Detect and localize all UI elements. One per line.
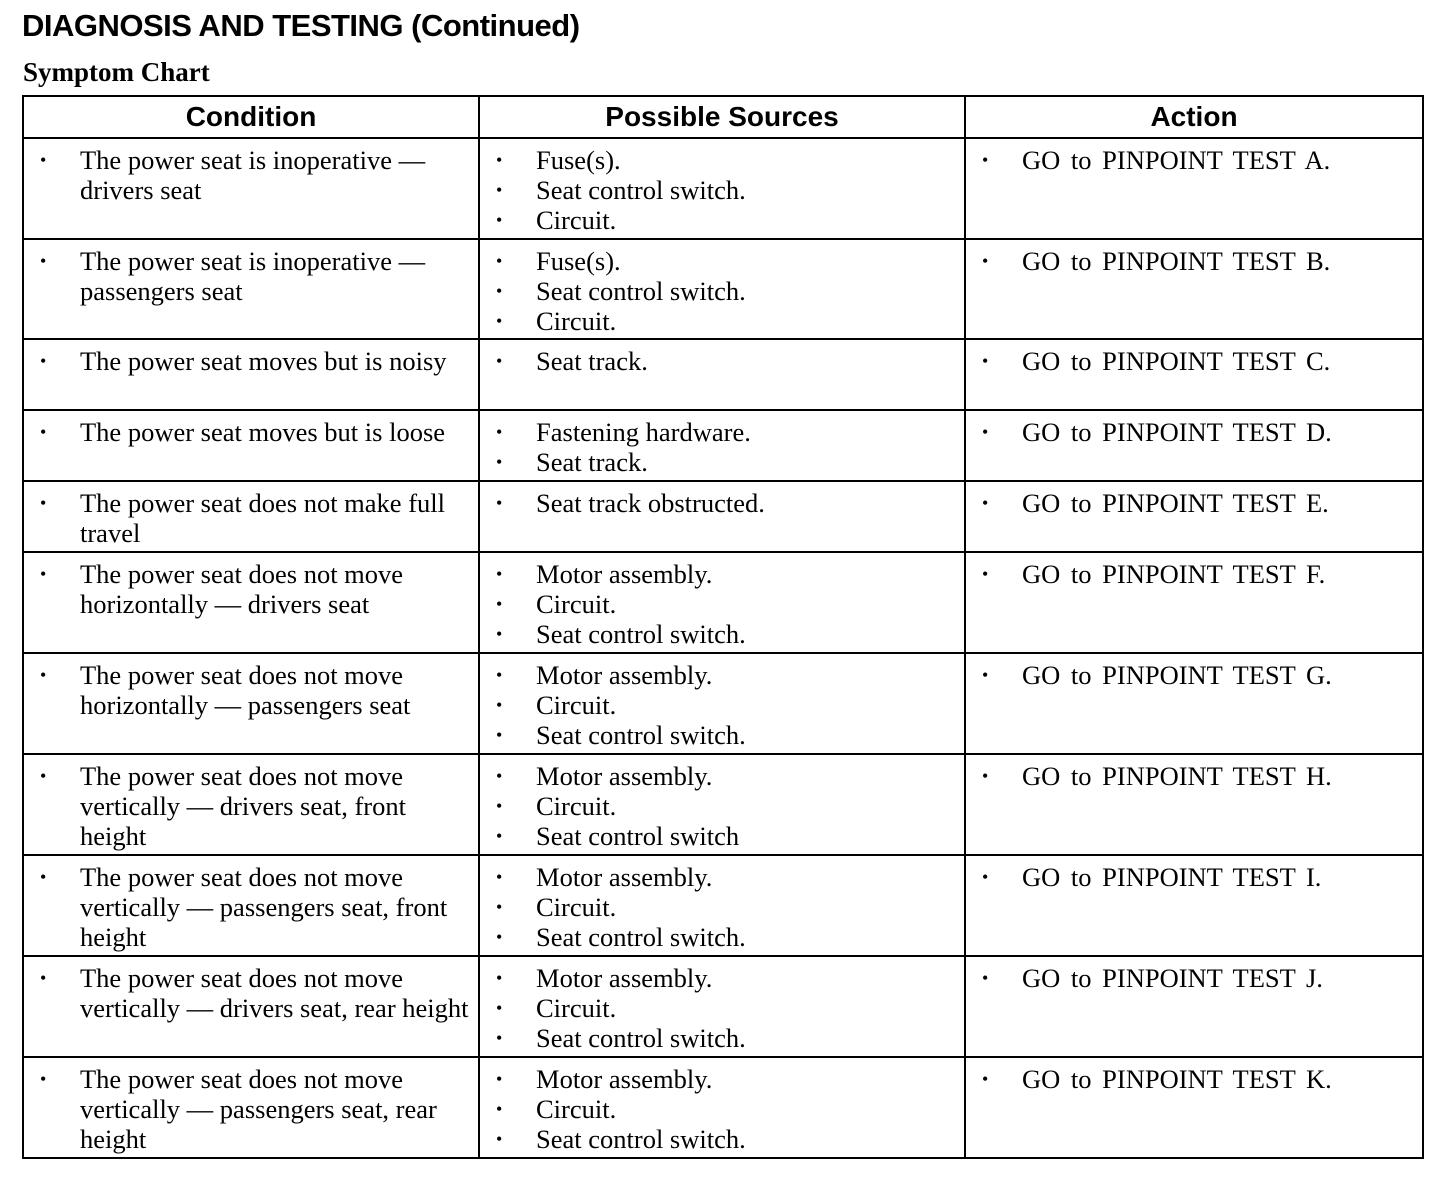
list-item-text: The power seat does not move vertically — passengers seat, rear height [80,1064,437,1154]
list-item-text: Motor assembly. [536,761,713,791]
bullet-icon: • [496,796,503,816]
list-item-text: The power seat does not move vertically — passengers seat, front height [80,862,448,952]
bullet-icon: • [496,180,503,200]
list-item [966,145,1422,175]
bullet-icon: • [496,1099,503,1119]
bullet-icon: • [496,1069,503,1089]
list-item-text: Seat control switch [536,821,740,851]
list-item-text: The power seat does not move horizontally — passengers seat [80,660,411,720]
bullet-icon: • [496,351,503,371]
bullet-icon: • [496,594,503,614]
sources-cell [479,138,965,239]
list-item [480,175,964,205]
list-item-text: The power seat does not move vertically — drivers seat, front height [80,761,406,851]
list-item-text: GO to PINPOINT TEST G. [1022,660,1332,690]
column-header-possible-sources: Possible Sources [479,96,965,138]
list-item [24,559,478,619]
table-row [23,410,1423,481]
list-item-text: The power seat is inoperative — drivers seat [80,145,426,205]
table-row [23,138,1423,239]
bullet-icon: • [496,493,503,513]
column-header-action: Action [965,96,1423,138]
list-item [480,1124,964,1154]
list-item-text: The power seat is inoperative — passengers seat [80,246,426,306]
list-item-text: The power seat does not make full travel [80,488,445,548]
table-row [23,754,1423,855]
condition-cell-list [24,482,478,548]
condition-cell-list [24,411,478,447]
action-cell-list [966,139,1422,175]
list-item [480,488,964,518]
list-item [24,417,478,447]
list-item [24,963,478,1023]
list-item-text: Circuit. [536,690,617,720]
condition-cell-list [24,755,478,851]
list-item-text: Fuse(s). [536,145,621,175]
list-item [24,246,478,306]
list-item-text: GO to PINPOINT TEST B. [1022,246,1331,276]
page-title: DIAGNOSIS AND TESTING (Continued) [22,8,580,43]
condition-cell [23,1057,479,1158]
condition-cell [23,653,479,754]
action-cell-list [966,957,1422,993]
list-item-text: Circuit. [536,993,617,1023]
bullet-icon: • [40,150,47,170]
list-item-text: Motor assembly. [536,559,713,589]
bullet-icon: • [40,665,47,685]
action-cell [965,1057,1423,1158]
sources-cell-list [480,856,964,952]
table-row [23,481,1423,552]
list-item-text: Fuse(s). [536,246,621,276]
list-item [480,922,964,952]
sources-cell [479,956,965,1057]
bullet-icon: • [496,867,503,887]
list-item [480,892,964,922]
table-row [23,855,1423,956]
bullet-icon: • [496,564,503,584]
list-item [966,346,1422,376]
action-cell [965,481,1423,552]
action-cell [965,855,1423,956]
action-cell-list [966,856,1422,892]
bullet-icon: • [496,968,503,988]
list-item [966,660,1422,690]
table-header-row [23,96,1423,138]
list-item-text: Seat control switch. [536,175,746,205]
action-cell-list [966,340,1422,376]
sources-cell-list [480,482,964,518]
list-item-text: The power seat moves but is loose [80,417,446,447]
condition-cell-list [24,654,478,720]
list-item-text: Circuit. [536,791,617,821]
condition-cell-list [24,856,478,952]
action-cell-list [966,553,1422,589]
sources-cell-list [480,411,964,477]
condition-cell [23,552,479,653]
list-item [24,346,478,376]
bullet-icon: • [496,725,503,745]
list-item [480,447,964,477]
action-cell [965,653,1423,754]
table-row [23,956,1423,1057]
sources-cell [479,410,965,481]
bullet-icon: • [496,251,503,271]
sources-cell [479,339,965,410]
sources-cell-list [480,553,964,649]
symptom-chart-table [22,95,1424,1159]
sources-cell [479,552,965,653]
list-item [966,559,1422,589]
condition-cell [23,754,479,855]
bullet-icon: • [496,452,503,472]
list-item-text: Seat control switch. [536,276,746,306]
bullet-icon: • [40,1069,47,1089]
bullet-icon: • [496,210,503,230]
action-cell [965,410,1423,481]
action-cell [965,552,1423,653]
list-item-text: The power seat does not move horizontally — drivers seat [80,559,404,619]
sources-cell [479,481,965,552]
list-item [480,660,964,690]
sources-cell-list [480,340,964,376]
bullet-icon: • [982,493,989,513]
list-item [480,1094,964,1124]
list-item-text: GO to PINPOINT TEST I. [1022,862,1322,892]
sources-cell-list [480,654,964,750]
list-item-text: Circuit. [536,1094,617,1124]
list-item-text: Circuit. [536,205,617,235]
table-row [23,239,1423,339]
list-item [480,791,964,821]
sources-cell [479,653,965,754]
bullet-icon: • [982,422,989,442]
bullet-icon: • [40,493,47,513]
bullet-icon: • [982,251,989,271]
bullet-icon: • [982,968,989,988]
list-item-text: GO to PINPOINT TEST C. [1022,346,1331,376]
list-item-text: GO to PINPOINT TEST K. [1022,1064,1332,1094]
list-item [24,660,478,720]
list-item-text: GO to PINPOINT TEST D. [1022,417,1332,447]
condition-cell [23,956,479,1057]
bullet-icon: • [982,867,989,887]
sources-cell [479,1057,965,1158]
bullet-icon: • [496,281,503,301]
list-item-text: Seat control switch. [536,922,746,952]
list-item-text: Motor assembly. [536,862,713,892]
list-item [480,559,964,589]
bullet-icon: • [982,766,989,786]
bullet-icon: • [982,351,989,371]
sources-cell-list [480,957,964,1053]
action-cell-list [966,411,1422,447]
bullet-icon: • [982,1069,989,1089]
list-item-text: The power seat moves but is noisy [80,346,447,376]
list-item [24,761,478,851]
action-cell [965,239,1423,339]
bullet-icon: • [40,564,47,584]
bullet-icon: • [496,624,503,644]
list-item [966,862,1422,892]
list-item [966,761,1422,791]
list-item-text: Fastening hardware. [536,417,751,447]
action-cell-list [966,482,1422,518]
section-title: Symptom Chart [23,57,210,87]
condition-cell-list [24,1058,478,1154]
column-header-condition: Condition [23,96,479,138]
list-item-text: Circuit. [536,306,617,336]
bullet-icon: • [496,826,503,846]
list-item [480,246,964,276]
bullet-icon: • [40,422,47,442]
list-item [480,761,964,791]
list-item [966,963,1422,993]
list-item [480,346,964,376]
list-item [480,619,964,649]
sources-cell [479,754,965,855]
list-item [24,488,478,548]
action-cell [965,138,1423,239]
condition-cell-list [24,340,478,376]
bullet-icon: • [496,998,503,1018]
list-item [480,862,964,892]
condition-cell [23,138,479,239]
list-item [480,145,964,175]
condition-cell-list [24,139,478,205]
bullet-icon: • [496,766,503,786]
list-item [24,862,478,952]
list-item-text: GO to PINPOINT TEST E. [1022,488,1329,518]
sources-cell-list [480,240,964,336]
list-item [480,720,964,750]
bullet-icon: • [496,665,503,685]
action-cell-list [966,755,1422,791]
condition-cell [23,239,479,339]
bullet-icon: • [982,665,989,685]
list-item-text: Motor assembly. [536,1064,713,1094]
list-item-text: Seat control switch. [536,619,746,649]
list-item-text: Circuit. [536,892,617,922]
list-item [480,306,964,336]
list-item-text: GO to PINPOINT TEST H. [1022,761,1332,791]
list-item-text: Motor assembly. [536,660,713,690]
list-item [480,821,964,851]
list-item [480,1023,964,1053]
list-item-text: Seat track. [536,447,648,477]
bullet-icon: • [40,351,47,371]
bullet-icon: • [496,150,503,170]
list-item-text: Seat track. [536,346,648,376]
list-item [966,488,1422,518]
action-cell [965,339,1423,410]
list-item [480,417,964,447]
list-item [966,1064,1422,1094]
list-item [480,589,964,619]
bullet-icon: • [40,766,47,786]
list-item [480,205,964,235]
bullet-icon: • [496,695,503,715]
bullet-icon: • [982,150,989,170]
list-item-text: GO to PINPOINT TEST A. [1022,145,1331,175]
list-item [480,690,964,720]
table-row [23,653,1423,754]
condition-cell [23,481,479,552]
bullet-icon: • [496,897,503,917]
bullet-icon: • [40,251,47,271]
list-item [966,246,1422,276]
bullet-icon: • [496,311,503,331]
list-item [24,145,478,205]
sources-cell-list [480,139,964,235]
table-row [23,552,1423,653]
condition-cell [23,410,479,481]
action-cell-list [966,654,1422,690]
bullet-icon: • [40,867,47,887]
bullet-icon: • [982,564,989,584]
table-row [23,339,1423,410]
sources-cell [479,239,965,339]
action-cell [965,754,1423,855]
condition-cell [23,339,479,410]
bullet-icon: • [496,422,503,442]
sources-cell-list [480,1058,964,1154]
action-cell-list [966,1058,1422,1094]
table-body [23,138,1423,1158]
condition-cell [23,855,479,956]
list-item-text: Circuit. [536,589,617,619]
list-item [24,1064,478,1154]
bullet-icon: • [40,968,47,988]
table-row [23,1057,1423,1158]
action-cell [965,956,1423,1057]
bullet-icon: • [496,1028,503,1048]
condition-cell-list [24,240,478,306]
condition-cell-list [24,957,478,1023]
list-item [480,276,964,306]
list-item-text: The power seat does not move vertically — drivers seat, rear height [80,963,469,1023]
list-item-text: GO to PINPOINT TEST J. [1022,963,1323,993]
sources-cell-list [480,755,964,851]
list-item-text: Seat control switch. [536,1124,746,1154]
bullet-icon: • [496,1129,503,1149]
list-item-text: Motor assembly. [536,963,713,993]
sources-cell [479,855,965,956]
list-item-text: Seat control switch. [536,1023,746,1053]
list-item [480,963,964,993]
list-item [480,1064,964,1094]
list-item [966,417,1422,447]
list-item [480,993,964,1023]
bullet-icon: • [496,927,503,947]
list-item-text: GO to PINPOINT TEST F. [1022,559,1326,589]
list-item-text: Seat control switch. [536,720,746,750]
list-item-text: Seat track obstructed. [536,488,765,518]
condition-cell-list [24,553,478,619]
action-cell-list [966,240,1422,276]
